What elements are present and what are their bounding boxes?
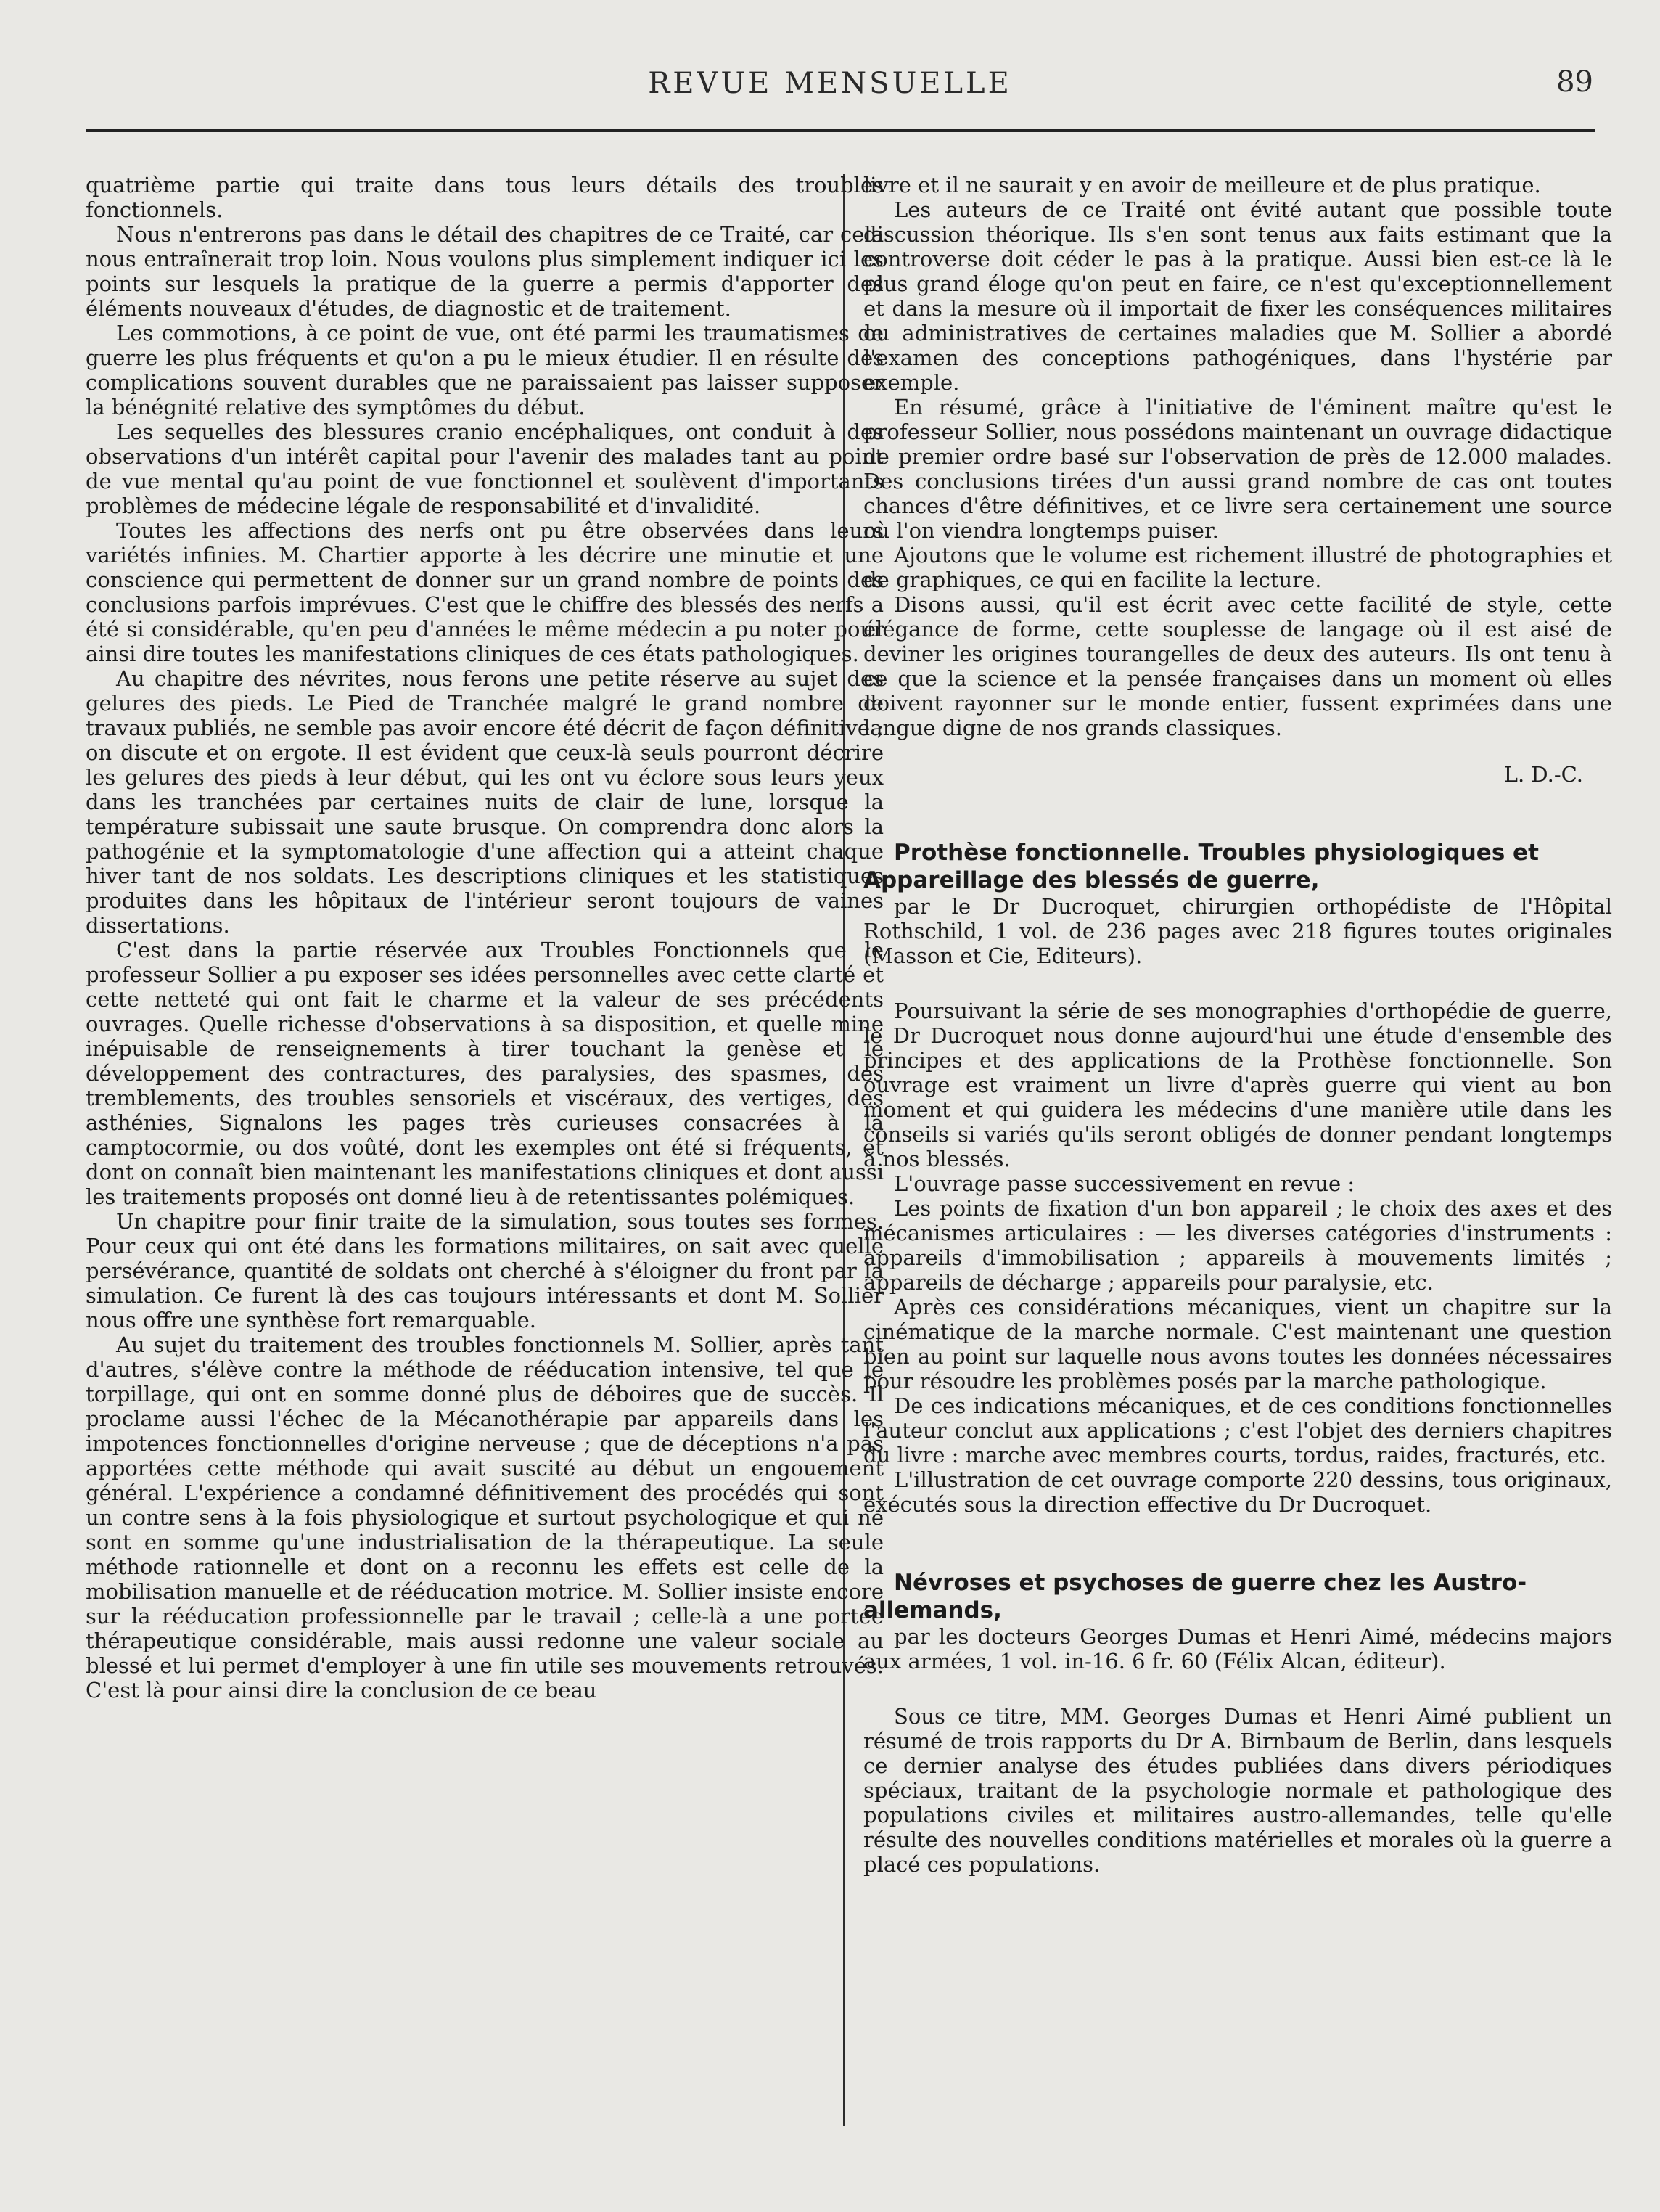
spacer [863, 1674, 1612, 1704]
paragraph: De ces indications mécaniques, et de ces conditions fonctionnelles l'auteur conclut aux applications ; c'est l'objet des derniers chapitres du livre : marche avec membres courts, tordus, raides, fracturés, etc. [863, 1393, 1612, 1467]
paragraph: Toutes les affections des nerfs ont pu être observées dans leurs variétés infinies. M. Chartier apporte à les décrire une minutie et une conscience qui permettent de donner sur un grand nombre de points des conclusions parfois imprévues. C'est que le chiffre des blessés des nerfs a été si considérable, qu'en peu d'années le même médecin a pu noter pour ainsi dire toutes les manifestations cliniques de ces états pathologiques. [86, 518, 884, 666]
paragraph: quatrième partie qui traite dans tous leurs détails des troubles fonctionnels. [86, 173, 884, 222]
spacer [863, 787, 1612, 839]
review-bibliographic-info: par les docteurs Georges Dumas et Henri Aimé, médecins majors aux armées, 1 vol. in-16. 6 fr. 60 (Félix Alcan, éditeur). [863, 1624, 1612, 1674]
review-heading: Prothèse fonctionnelle. Troubles physiologiques et Appareillage des blessés de guerre, [863, 840, 1539, 893]
spacer [863, 968, 1612, 999]
spacer [863, 1517, 1612, 1569]
paragraph: Poursuivant la série de ses monographies d'orthopédie de guerre, le Dr Ducroquet nous donne aujourd'hui une étude d'ensemble des principes et des applications de la Prothèse fonctionnelle. Son ouvrage est vraiment un livre d'après guerre qui vient au bon moment et qui guidera les médecins d'une manière utile dans les conseils si variés qu'ils seront obligés de donner pendant longtemps à nos blessés. [863, 999, 1612, 1171]
header-rule [86, 129, 1595, 132]
paragraph: Ajoutons que le volume est richement illustré de photographies et de graphiques, ce qui en facilite la lecture. [863, 543, 1612, 592]
paragraph: Les auteurs de ce Traité ont évité autant que possible toute discussion théorique. Ils s'en sont tenus aux faits estimant que la controverse doit céder le pas à la pratique. Aussi bien est-ce là le plus grand éloge qu'on peut en faire, ce n'est qu'exceptionnellement et dans la mesure où il importait de fixer les conséquences militaires ou administratives de certaines maladies que M. Sollier a abordé l'examen des conceptions pathogéniques, dans l'hystérie par exemple. [863, 197, 1612, 395]
running-title: REVUE MENSUELLE [648, 67, 1012, 100]
paragraph: C'est dans la partie réservée aux Troubles Fonctionnels que le professeur Sollier a pu exposer ses idées personnelles avec cette clarté et cette netteté qui ont fait le charme et la valeur de ses précédents ouvrages. Quelle richesse d'observations à sa disposition, et quelle mine inépuisable de renseignements à tirer touchant la genèse et le développement des contractures, des paralysies, des spasmes, des tremblements, des troubles sensoriels et viscéraux, des vertiges, des asthénies, Signalons les pages très curieuses consacrées à la camptocormie, ou dos voûté, dont les exemples ont été si fréquents, et dont on connaît bien maintenant les manifestations cliniques et dont aussi les traitements proposés ont donné lieu à de retentissantes polémiques. [86, 938, 884, 1209]
paragraph: L'illustration de cet ouvrage comporte 220 dessins, tous originaux, exécutés sous la direction effective du Dr Ducroquet. [863, 1467, 1612, 1517]
paragraph: Les sequelles des blessures cranio encéphaliques, ont conduit à des observations d'un intérêt capital pour l'avenir des malades tant au point de vue mental qu'au point de vue fonctionnel et soulèvent d'importants problèmes de médecine légale de responsabilité et d'invalidité. [86, 419, 884, 518]
left-column [86, 173, 884, 1703]
page-number: 89 [1556, 65, 1593, 99]
paragraph: Nous n'entrerons pas dans le détail des chapitres de ce Traité, car cela nous entraînerait trop loin. Nous voulons plus simplement indiquer ici les points sur lesquels la pratique de la guerre a permis d'apporter des éléments nouveaux d'études, de diagnostic et de traitement. [86, 222, 884, 321]
review-heading: Névroses et psychoses de guerre chez les Austro-allemands, [863, 1570, 1527, 1623]
paragraph: livre et il ne saurait y en avoir de meilleure et de plus pratique. [863, 173, 1541, 197]
paragraph: Un chapitre pour finir traite de la simulation, sous toutes ses formes. Pour ceux qui ont été dans les formations militaires, on sait avec quelle persévérance, quantité de soldats ont cherché à s'éloigner du front par la simulation. Ce furent là des cas toujours intéressants et dont M. Sollier nous offre une synthèse fort remarquable. [86, 1209, 884, 1332]
paragraph: Les commotions, à ce point de vue, ont été parmi les traumatismes de guerre les plus fréquents et qu'on a pu le mieux étudier. Il en résulte des complications souvent durables que ne paraissaient pas laisser supposer la bénégnité relative des symptômes du début. [86, 321, 884, 419]
paragraph: Disons aussi, qu'il est écrit avec cette facilité de style, cette élégance de forme, cette souplesse de langage où il est aisé de deviner les origines tourangelles de deux des auteurs. Ils ont tenu à ce que la science et la pensée françaises dans un moment où elles doivent rayonner sur le monde entier, fussent exprimées dans une langue digne de nos grands classiques. [863, 592, 1612, 740]
paragraph: Après ces considérations mécaniques, vient un chapitre sur la cinématique de la marche normale. C'est maintenant une question bien au point sur laquelle nous avons toutes les données nécessaires pour résoudre les problèmes posés par la marche pathologique. [863, 1295, 1612, 1393]
paragraph: Sous ce titre, MM. Georges Dumas et Henri Aimé publient un résumé de trois rapports du Dr A. Birnbaum de Berlin, dans lesquels ce dernier analyse des études publiées dans divers périodiques spéciaux, traitant de la psychologie normale et pathologique des populations civiles et militaires austro-allemandes, telle qu'elle résulte des nouvelles conditions matérielles et morales où la guerre a placé ces populations. [863, 1704, 1612, 1877]
paragraph: Les points de fixation d'un bon appareil ; le choix des axes et des mécanismes articulaires : — les diverses catégories d'instruments : appareils d'immobilisation ; appareils à mouvements limités ; appareils de décharge ; appareils pour paralysie, etc. [863, 1196, 1612, 1295]
author-signature: L. D.-C. [1503, 762, 1583, 787]
paragraph: L'ouvrage passe successivement en revue : [894, 1171, 1355, 1196]
review-bibliographic-info: par le Dr Ducroquet, chirurgien orthopédiste de l'Hôpital Rothschild, 1 vol. de 236 pages avec 218 figures toutes originales (Masson et Cie, Editeurs). [863, 894, 1612, 968]
paragraph: En résumé, grâce à l'initiative de l'éminent maître qu'est le professeur Sollier, nous possédons maintenant un ouvrage didactique de premier ordre basé sur l'observation de près de 12.000 malades. Des conclusions tirées d'un aussi grand nombre de cas ont toutes chances d'être définitives, et ce livre sera certainement une source où l'on viendra longtemps puiser. [863, 395, 1612, 543]
paragraph: Au sujet du traitement des troubles fonctionnels M. Sollier, après tant d'autres, s'élève contre la méthode de rééducation intensive, tel que le torpillage, qui ont en somme donné plus de déboires que de succès. Il proclame aussi l'échec de la Mécanothérapie par appareils dans les impotences fonctionnelles d'origine nerveuse ; que de déceptions n'a pas apportées cette méthode qui avait suscité au début un engouement général. L'expérience a condamné définitivement des procédés qui sont un contre sens à la fois physiologique et surtout psychologique et qui ne sont en somme qu'une industrialisation de la thérapeutique. La seule méthode rationnelle et dont on a reconnu les effets est celle de la mobilisation manuelle et de rééducation motrice. M. Sollier insiste encore sur la rééducation professionnelle par le travail ; celle-là a une portée thérapeutique considérable, mais aussi redonne une valeur sociale au blessé et lui permet d'employer à une fin utile ses mouvements retrouvés. C'est là pour ainsi dire la conclusion de ce beau [86, 1332, 884, 1703]
paragraph: Au chapitre des névrites, nous ferons une petite réserve au sujet des gelures des pieds. Le Pied de Tranchée malgré le grand nombre de travaux publiés, ne semble pas avoir encore été décrit de façon définitive ; on discute et on ergote. Il est évident que ceux-là seuls pourront décrire les gelures des pieds à leur début, qui les ont vu éclore sous leurs yeux dans les tranchées par certaines nuits de clair de lune, lorsque la température subissait une saute brusque. On comprendra donc alors la pathogénie et la symptomatologie d'une affection qui a atteint chaque hiver tant de nos soldats. Les descriptions cliniques et les statistiques produites dans les hôpitaux de l'intérieur seront toujours de vaines dissertations. [86, 666, 884, 938]
right-column [863, 173, 1612, 1877]
